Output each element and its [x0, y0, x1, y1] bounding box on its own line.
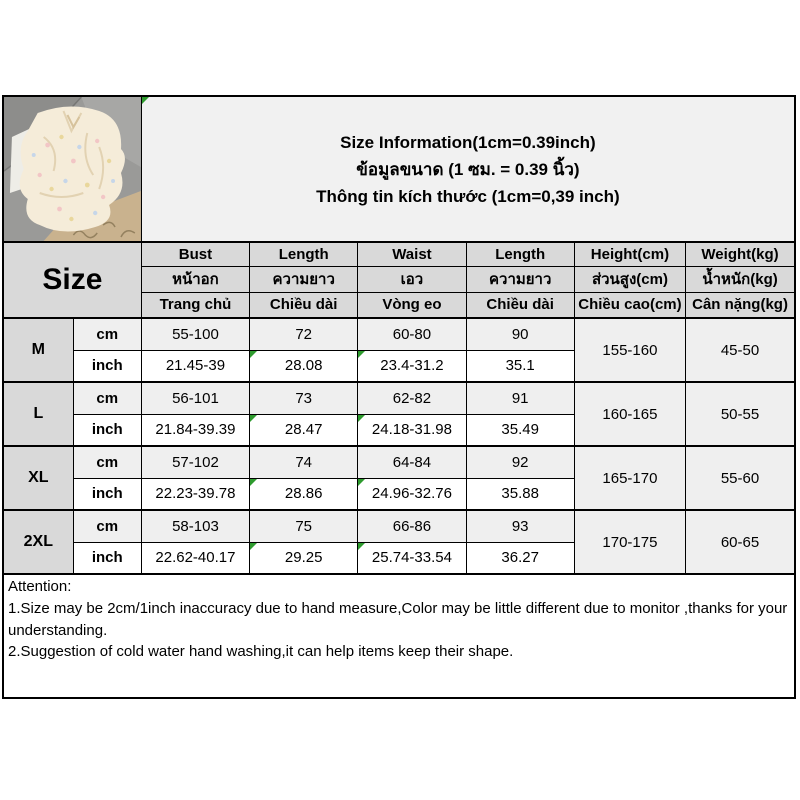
size-label-xl: XL: [3, 446, 73, 510]
size-table: [2, 95, 796, 699]
header-bust-th: หน้าอก: [141, 266, 249, 292]
attention-line-2: 2.Suggestion of cold water hand washing,it can help items keep their shape.: [8, 643, 514, 661]
chart-title-cell: [141, 96, 795, 242]
table-row: [3, 446, 795, 478]
size-header-cell: Size: [3, 242, 141, 318]
data-cell: 93: [466, 510, 574, 542]
data-cell: 22.23-39.78: [141, 478, 249, 510]
data-cell: 24.96-32.76: [358, 478, 466, 510]
data-cell: 64-84: [358, 446, 466, 478]
unit-cm: cm: [73, 446, 141, 478]
header-bust: Bust: [141, 242, 249, 266]
table-row: [3, 318, 795, 350]
data-cell: 35.88: [466, 478, 574, 510]
header-height-vi: Chiều cao(cm): [574, 292, 685, 318]
size-chart-sheet: [2, 95, 796, 699]
data-cell: 21.45-39: [141, 350, 249, 382]
title-row: [3, 96, 795, 242]
header-height-th: ส่วนสูง(cm): [574, 266, 685, 292]
data-cell: 91: [466, 382, 574, 414]
unit-cm: cm: [73, 382, 141, 414]
product-photo-illustration: [4, 97, 141, 241]
unit-inch: inch: [73, 542, 141, 574]
data-cell: 92: [466, 446, 574, 478]
header-weight-th: น้ำหนัก(kg): [686, 266, 795, 292]
unit-cm: cm: [73, 318, 141, 350]
data-cell: 28.47: [250, 414, 358, 446]
header-waist-th: เอว: [358, 266, 466, 292]
data-cell: 35.1: [466, 350, 574, 382]
data-cell: 28.86: [250, 478, 358, 510]
table-row: [3, 510, 795, 542]
data-cell: 73: [250, 382, 358, 414]
data-cell: 72: [250, 318, 358, 350]
data-cell: 22.62-40.17: [141, 542, 249, 574]
height-cell: 170-175: [574, 510, 685, 574]
data-cell: 25.74-33.54: [358, 542, 466, 574]
header-waist: Waist: [358, 242, 466, 266]
attention-note: [3, 574, 795, 698]
header-length2-vi: Chiều dài: [466, 292, 574, 318]
unit-inch: inch: [73, 478, 141, 510]
unit-inch: inch: [73, 350, 141, 382]
weight-cell: 45-50: [686, 318, 795, 382]
size-label-m: M: [3, 318, 73, 382]
data-cell: 75: [250, 510, 358, 542]
data-cell: 66-86: [358, 510, 466, 542]
unit-inch: inch: [73, 414, 141, 446]
data-cell: 56-101: [141, 382, 249, 414]
header-length: Length: [250, 242, 358, 266]
data-cell: 55-100: [141, 318, 249, 350]
product-photo: [3, 96, 141, 242]
data-cell: 62-82: [358, 382, 466, 414]
data-cell: 21.84-39.39: [141, 414, 249, 446]
data-cell: 28.08: [250, 350, 358, 382]
header-waist-vi: Vòng eo: [358, 292, 466, 318]
attention-line-1: 1.Size may be 2cm/1inch inaccuracy due to hand measure,Color may be little different due to monitor ,thanks for your understanding.: [8, 599, 788, 639]
attention-heading: Attention:: [8, 578, 72, 595]
header-length-vi: Chiều dài: [250, 292, 358, 318]
header-length2-th: ความยาว: [466, 266, 574, 292]
data-cell: 23.4-31.2: [358, 350, 466, 382]
weight-cell: 55-60: [686, 446, 795, 510]
header-bust-vi: Trang chủ: [141, 292, 249, 318]
title-vietnamese: Thông tin kích thước (1cm=0,39 inch): [316, 186, 620, 206]
data-cell: 74: [250, 446, 358, 478]
table-row: [3, 382, 795, 414]
data-cell: 29.25: [250, 542, 358, 574]
unit-cm: cm: [73, 510, 141, 542]
height-cell: 155-160: [574, 318, 685, 382]
data-cell: 60-80: [358, 318, 466, 350]
title-thai: ข้อมูลขนาด (1 ซม. = 0.39 นิ้ว): [356, 159, 580, 179]
height-cell: 165-170: [574, 446, 685, 510]
header-length2: Length: [466, 242, 574, 266]
data-cell: 58-103: [141, 510, 249, 542]
data-cell: 24.18-31.98: [358, 414, 466, 446]
header-length-th: ความยาว: [250, 266, 358, 292]
weight-cell: 50-55: [686, 382, 795, 446]
data-cell: 36.27: [466, 542, 574, 574]
data-cell: 35.49: [466, 414, 574, 446]
size-label-2xl: 2XL: [3, 510, 73, 574]
attention-row: [3, 574, 795, 698]
data-cell: 57-102: [141, 446, 249, 478]
header-height: Height(cm): [574, 242, 685, 266]
size-label-l: L: [3, 382, 73, 446]
header-row-english: [3, 242, 795, 266]
header-weight-vi: Cân nặng(kg): [686, 292, 795, 318]
data-cell: 90: [466, 318, 574, 350]
header-weight: Weight(kg): [686, 242, 795, 266]
weight-cell: 60-65: [686, 510, 795, 574]
height-cell: 160-165: [574, 382, 685, 446]
title-english: Size Information(1cm=0.39inch): [340, 132, 596, 152]
